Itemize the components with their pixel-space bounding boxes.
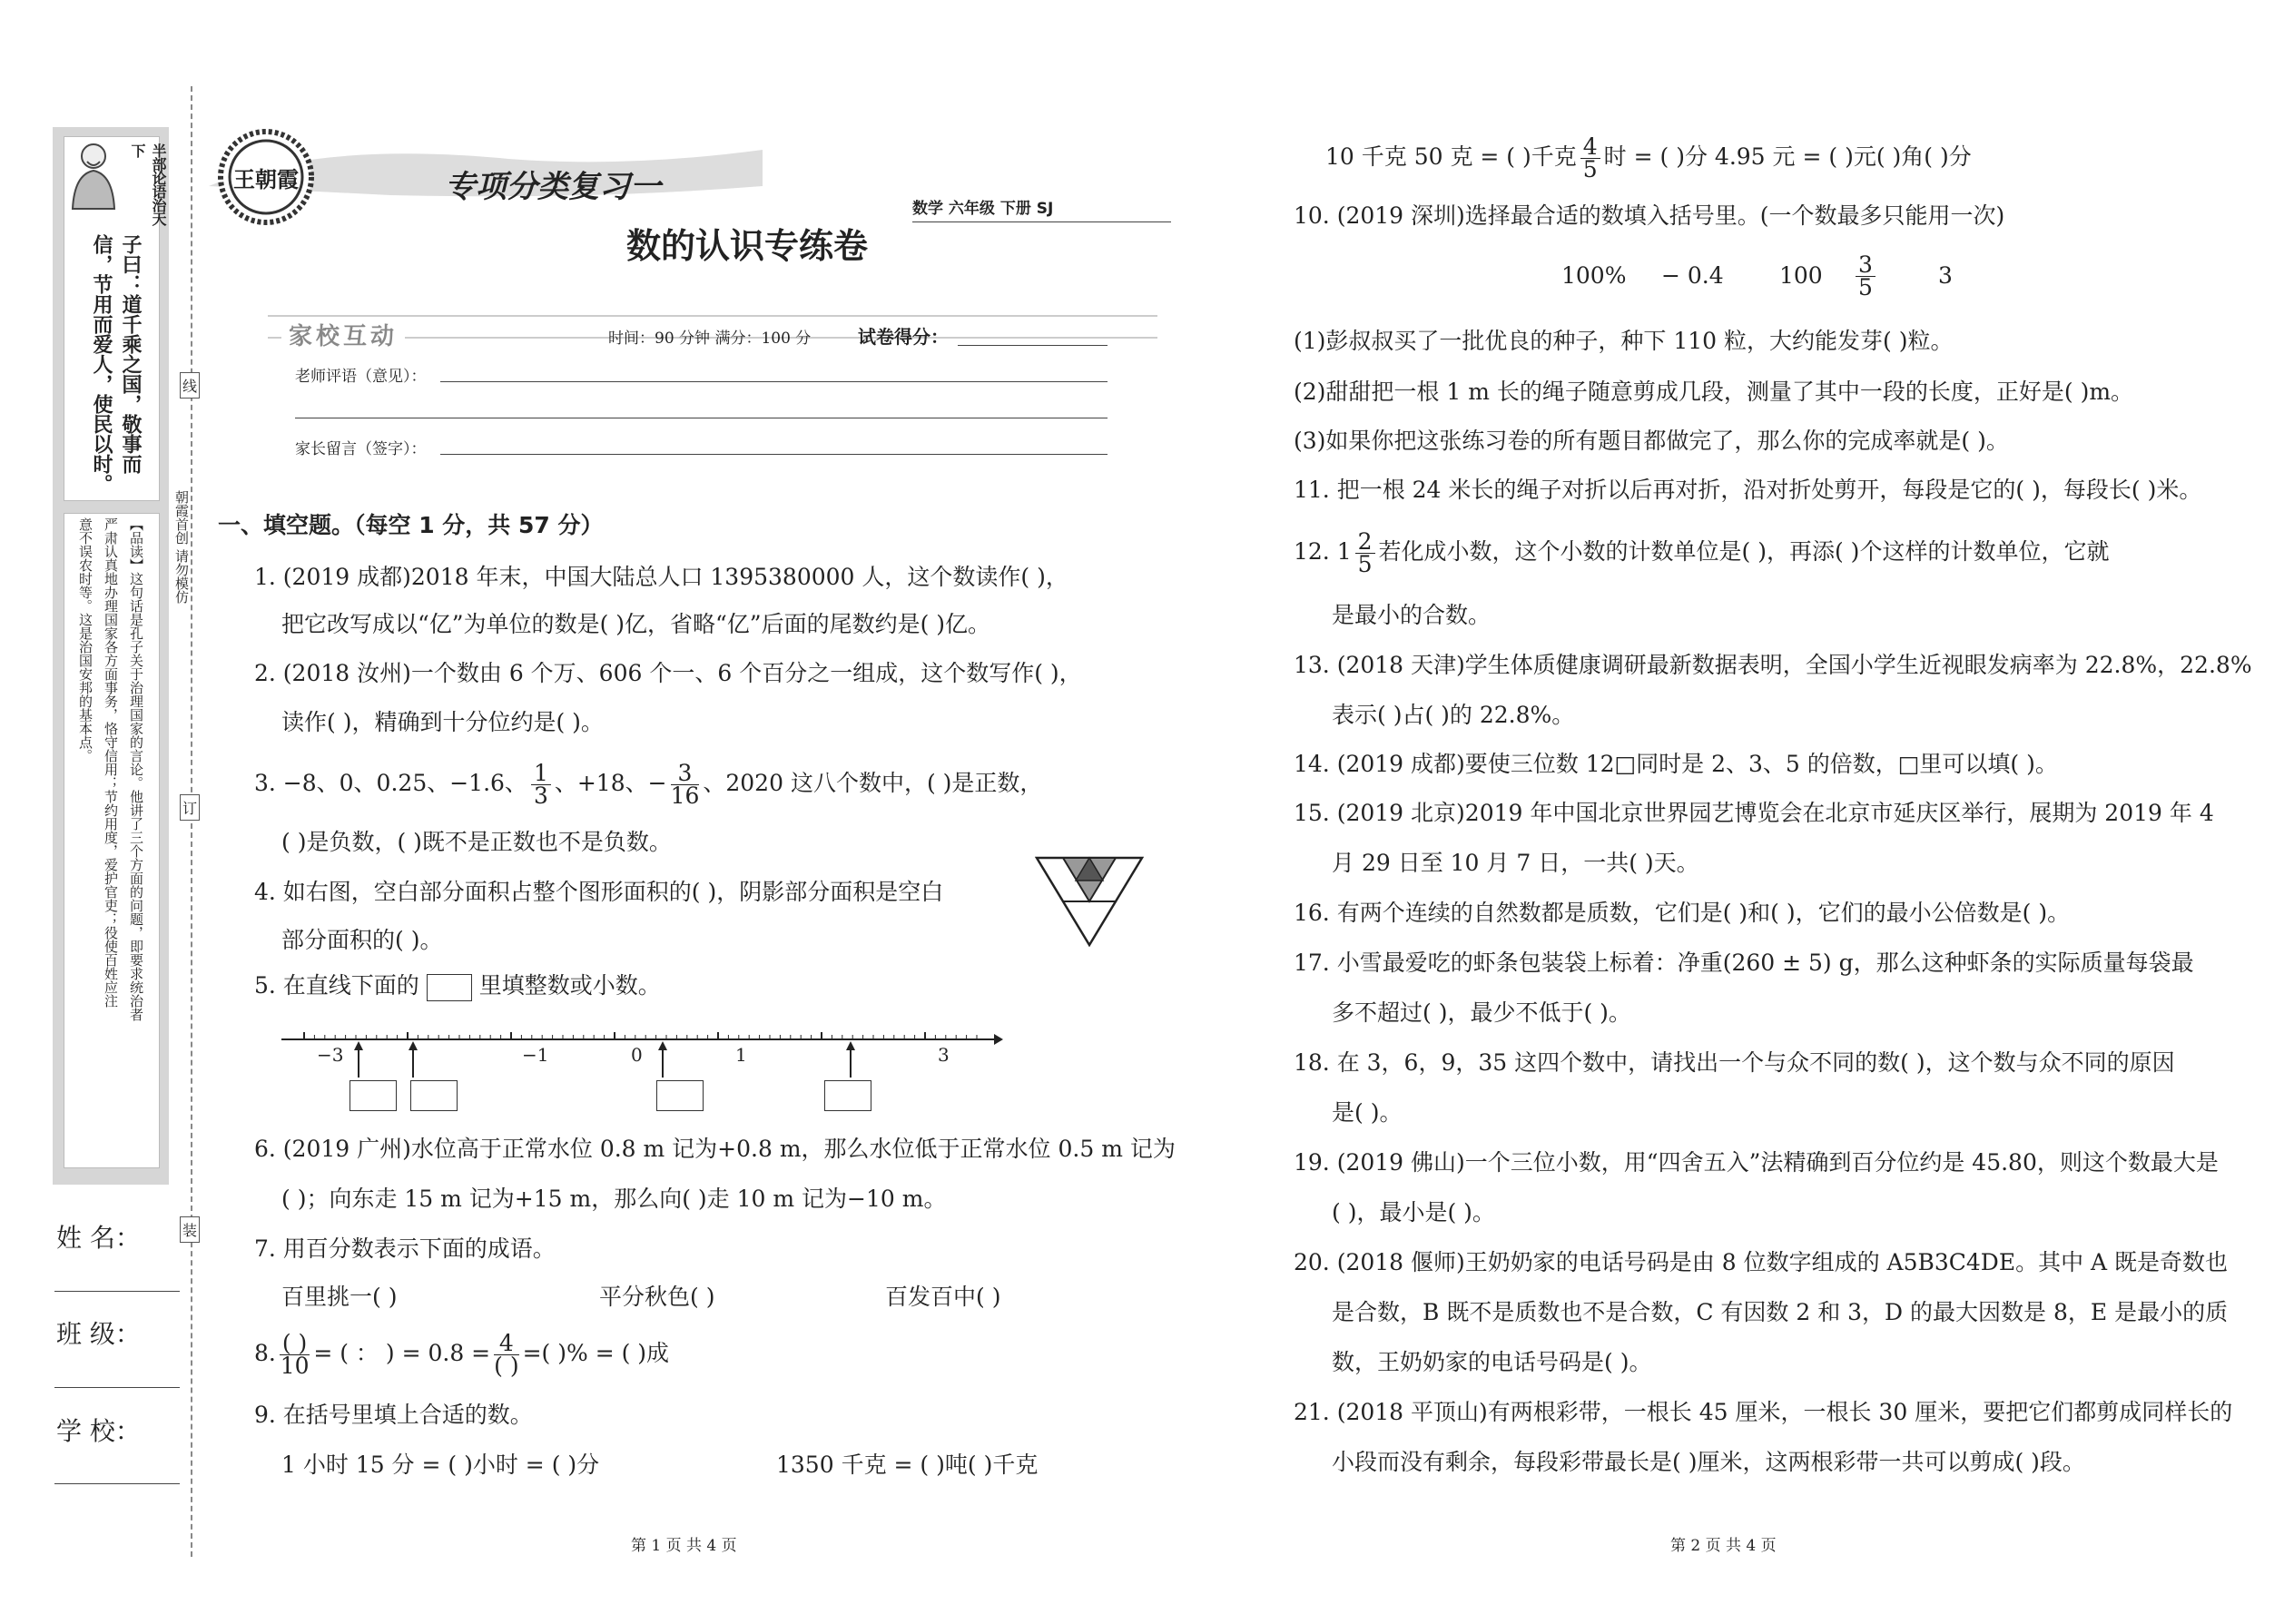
- quote-line-2: 信，节用而爱人，使民以时。: [90, 234, 113, 494]
- q10-option: 100: [1779, 262, 1823, 289]
- copyright-note: 朝霞首创 请勿模仿: [173, 490, 190, 604]
- name-label: 姓 名：: [56, 1223, 141, 1253]
- q7-item: 百里挑一( ): [281, 1284, 398, 1310]
- page-title: 数的认识专练卷: [626, 225, 869, 266]
- cut-mark-3: 装: [180, 1216, 200, 1243]
- fraction-four-fifths: $\frac{4}{5}$: [1580, 136, 1600, 181]
- fraction-one-third: $\frac{1}{3}$: [531, 763, 551, 807]
- q4-line1: 4. 如右图，空白部分面积占整个图形面积的( )，阴影部分面积是空白: [254, 879, 944, 905]
- q1-line2: 把它改写成以“亿”为单位的数是( )亿，省略“亿”后面的尾数约是( )亿。: [281, 611, 991, 637]
- tick-label: 1: [735, 1044, 747, 1066]
- q12-line2: 是最小的合数。: [1332, 602, 1492, 628]
- q10-option: − 0.4: [1661, 262, 1724, 289]
- q10-sub3: (3)如果你把这张练习卷的所有题目都做完了，那么你的完成率就是( )。: [1294, 428, 2009, 454]
- q15-line2: 月 29 日至 10 月 7 日，一共( )天。: [1332, 850, 1699, 876]
- q6-line1: 6. (2019 广州)水位高于正常水位 0.8 m 记为+0.8 m，那么水位低于正常水位 0.5 m 记为: [254, 1136, 1176, 1162]
- q10-option: 3: [1938, 262, 1953, 289]
- q9-item-a: 1 小时 15 分 = ( )小时 = ( )分: [281, 1452, 600, 1478]
- interaction-label: 家校互动: [281, 318, 405, 351]
- number-line-labels: [277, 1044, 1003, 1071]
- q10-title: 10. (2019 深圳)选择最合适的数填入括号里。(一个数最多只能用一次): [1294, 202, 2005, 229]
- q20-line2: 是合数，B 既不是质数也不是合数，C 有因数 2 和 3，D 的最大因数是 8，E 是最小的质: [1332, 1299, 2229, 1325]
- triangle-figure: [1035, 856, 1144, 947]
- q12-line1: 12. 1 $\frac{2}{5}$ 若化成小数，这个小数的计数单位是( )，再添( )个这样的计数单位，它就: [1294, 528, 2110, 577]
- q4-line2: 部分面积的( )。: [281, 927, 443, 953]
- q17-line2: 多不超过( )，最少不低于( )。: [1332, 999, 1631, 1026]
- parent-comment-field[interactable]: [440, 454, 1108, 455]
- q7-item: 百发百中( ): [885, 1284, 1001, 1310]
- q18-line1: 18. 在 3，6，9，35 这四个数中，请找出一个与众不同的数( )，这个数与众不同的原因: [1294, 1049, 2175, 1076]
- class-label: 班 级：: [56, 1319, 141, 1349]
- quote-line-1: 子曰：道千乘之国，敬事而: [119, 234, 142, 474]
- q16: 16. 有两个连续的自然数都是质数，它们是( )和( )，它们的最小公倍数是( )。: [1294, 900, 2071, 926]
- quote-header: 半部论语治天下: [129, 143, 167, 225]
- q8-fraction-1: $\frac{( )}{10}$: [280, 1330, 310, 1379]
- binding-cut-line: [191, 86, 192, 1557]
- q10-sub1: (1)彭叔叔买了一批优良的种子，种下 110 粒，大约能发芽( )粒。: [1294, 328, 1954, 354]
- note-column-1: 【品读】这句话是孔子关于治理国家的言论。他讲了三个方面的问题，即要求统治者: [128, 517, 144, 1021]
- fraction-two-fifths: $\frac{2}{5}$: [1355, 531, 1375, 576]
- q5-line: 5. 在直线下面的 里填整数或小数。: [254, 971, 661, 1001]
- header-rule: [912, 221, 1171, 222]
- score-label: 试卷得分：: [858, 326, 949, 348]
- q17-line1: 17. 小雪最爱吃的虾条包装袋上标着：净重(260 ± 5) g，那么这种虾条的实际质量每袋最: [1294, 950, 2194, 976]
- tick-label: −3: [317, 1044, 344, 1066]
- q10-option: [1852, 251, 1879, 300]
- school-field[interactable]: [54, 1483, 180, 1484]
- time-info: 时间：90 分钟 满分：100 分: [608, 330, 812, 348]
- fraction-three-sixteenths: $\frac{3}{16}$: [670, 760, 700, 809]
- confucius-figure-icon: [65, 138, 122, 211]
- q7-item: 平分秋色( ): [599, 1284, 715, 1310]
- q20-line3: 数，王奶奶家的电话号码是( )。: [1332, 1349, 1652, 1375]
- name-field[interactable]: [54, 1291, 180, 1292]
- tick-label: 0: [631, 1044, 643, 1066]
- number-line-answer-box[interactable]: [656, 1080, 704, 1111]
- q1-line1: 1. (2019 成都)2018 年末，中国大陆总人口 1395380000 人，这个数读作( )，: [254, 564, 1068, 590]
- teacher-comment-field[interactable]: [440, 381, 1108, 382]
- q2-line1: 2. (2018 汝州)一个数由 6 个万、606 个一、6 个百分之一组成，这个数写作( )，: [254, 660, 1082, 686]
- number-line-answer-box[interactable]: [350, 1080, 397, 1111]
- q20-line1: 20. (2018 偃师)王奶奶家的电话号码是由 8 位数字组成的 A5B3C4DE。其中 A 既是奇数也: [1294, 1249, 2229, 1275]
- section-title: 一、填空题。（每空 1 分，共 57 分）: [218, 512, 604, 538]
- q19-line2: ( )，最小是( )。: [1332, 1199, 1495, 1225]
- cut-mark-1: 线: [180, 372, 200, 399]
- q3-line1: 3. −8、0、0.25、−1.6、 $\frac{1}{3}$ 、+18、− $\frac{3}{16}$ 、2020 这八个数中，( )是正数，: [254, 760, 1043, 809]
- q21-line2: 小段而没有剩余，每段彩带最长是( )厘米，这两根彩带一共可以剪成( )段。: [1332, 1449, 2085, 1475]
- q13-line2: 表示( )占( )的 22.8%。: [1332, 702, 1575, 728]
- school-label: 学 校：: [56, 1416, 141, 1446]
- q15-line1: 15. (2019 北京)2019 年中国北京世界园艺博览会在北京市延庆区举行，展期为 2019 年 4: [1294, 800, 2214, 826]
- fraction-three-fifths: $\frac{3}{5}$: [1856, 254, 1876, 299]
- brand-logo-text: 王朝霞: [233, 166, 299, 192]
- q9-title: 9. 在括号里填上合适的数。: [254, 1402, 533, 1428]
- class-field[interactable]: [54, 1387, 180, 1388]
- q7-title: 7. 用百分数表示下面的成语。: [254, 1235, 556, 1262]
- score-field[interactable]: [958, 345, 1108, 346]
- q3-line2: ( )是负数，( )既不是正数也不是负数。: [281, 829, 672, 855]
- q8-line: 8. $\frac{( )}{10}$ = ( ： ) = 0.8 = $\frac{4}{( )}$ =( )% = ( )成: [254, 1330, 670, 1379]
- series-title: 专项分类复习一: [445, 169, 661, 205]
- number-line-answer-box[interactable]: [824, 1080, 871, 1111]
- cut-mark-2: 订: [180, 794, 200, 821]
- tick-label: −1: [522, 1044, 549, 1066]
- q14: 14. (2019 成都)要使三位数 12□同时是 2、3、5 的倍数，□里可以填( )。: [1294, 751, 2058, 777]
- q9-item-c: 10 千克 50 克 = ( )千克 $\frac{4}{5}$ 时 = ( )分 4.95 元 = ( )元( )角( )分: [1325, 133, 1972, 182]
- note-column-2: 严肃认真地办理国家各方面事务，恪守信用；节约用度，爱护官吏；役使百姓应注: [103, 517, 119, 1008]
- page-footer-left: 第 1 页 共 4 页: [631, 1537, 737, 1555]
- q6-line2: ( )；向东走 15 m 记为+15 m，那么向( )走 10 m 记为−10 m。: [281, 1186, 947, 1212]
- q2-line2: 读作( )，精确到十分位约是( )。: [281, 709, 604, 735]
- answer-box-sample: [427, 974, 472, 1001]
- note-column-3: 意不误农时等。这是治国安邦的基本点。: [77, 517, 94, 763]
- q19-line1: 19. (2019 佛山)一个三位小数，用“四舍五入”法精确到百分位约是 45.80，则这个数最大是: [1294, 1149, 2219, 1176]
- page-footer-right: 第 2 页 共 4 页: [1670, 1537, 1777, 1555]
- number-line-answer-box[interactable]: [410, 1080, 458, 1111]
- tick-label: 3: [938, 1044, 950, 1066]
- q10-sub2: (2)甜甜把一根 1 m 长的绳子随意剪成几段，测量了其中一段的长度，正好是( )m。: [1294, 379, 2134, 405]
- parent-comment-label: 家长留言（签字）：: [295, 440, 427, 458]
- subject-meta: 数学 六年级 下册 SJ: [912, 200, 1054, 218]
- q11: 11. 把一根 24 米长的绳子对折以后再对折，沿对折处剪开，每段是它的( )，每段长( )米。: [1294, 477, 2202, 503]
- q18-line2: 是( )。: [1332, 1099, 1403, 1126]
- q10-option: 100%: [1561, 262, 1627, 289]
- teacher-comment-label: 老师评语（意见）：: [295, 368, 427, 386]
- q13-line1: 13. (2018 天津)学生体质健康调研最新数据表明，全国小学生近视眼发病率为 22.8%，22.8%: [1294, 652, 2252, 678]
- q8-fraction-2: $\frac{4}{( )}$: [494, 1330, 519, 1379]
- q9-item-b: 1350 千克 = ( )吨( )千克: [776, 1452, 1039, 1478]
- q21-line1: 21. (2018 平顶山)有两根彩带，一根长 45 厘米，一根长 30 厘米，要把它们都剪成同样长的: [1294, 1399, 2233, 1425]
